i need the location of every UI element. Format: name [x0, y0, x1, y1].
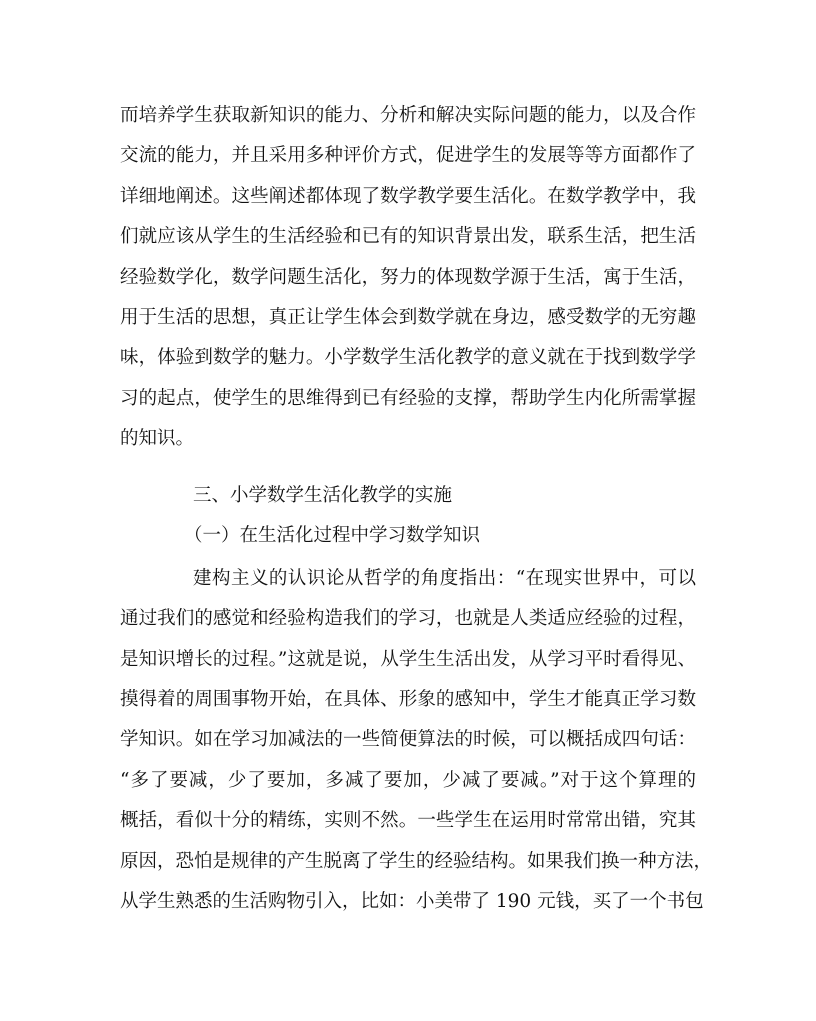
- paragraph-line: 味，体验到数学的魅力。小学数学生活化教学的意义就在于找到数学学: [120, 347, 696, 368]
- paragraph-line: 用于生活的思想，真正让学生体会到数学就在身边，感受数学的无穷趣: [120, 307, 696, 328]
- paragraph-line: 概括，看似十分的精练，实则不然。一些学生在运用时常常出错，究其: [120, 810, 696, 831]
- paragraph-line: 们就应该从学生的生活经验和已有的知识背景出发，联系生活，把生活: [120, 226, 696, 247]
- paragraph-line: 经验数学化，数学问题生活化，努力的体现数学源于生活，寓于生活，: [120, 267, 696, 288]
- paragraph-line: “多了要减，少了要加，多减了要加，少减了要减。”对于这个算理的: [120, 770, 696, 791]
- paragraph-line: 是知识增长的过程。”这就是说，从学生生活出发，从学习平时看得见、: [120, 649, 696, 670]
- subsection-heading: （一）在生活化过程中学习数学知识: [184, 525, 481, 546]
- paragraph-line: 学知识。如在学习加减法的一些简便算法的时候，可以概括成四句话：: [120, 729, 696, 750]
- paragraph-line: 详细地阐述。这些阐述都体现了数学教学要生活化。在数学教学中，我: [120, 186, 696, 207]
- paragraph-line: 通过我们的感觉和经验构造我们的学习，也就是人类适应经验的过程，: [120, 608, 696, 629]
- paragraph-line: 习的起点，使学生的思维得到已有经验的支撑，帮助学生内化所需掌握: [120, 388, 696, 409]
- paragraph-line: 交流的能力，并且采用多种评价方式，促进学生的发展等等方面都作了: [120, 145, 696, 166]
- paragraph-line: 摸得着的周围事物开始，在具体、形象的感知中，学生才能真正学习数: [120, 689, 696, 710]
- paragraph-line: 的知识。: [120, 428, 195, 449]
- paragraph-line: 原因，恐怕是规律的产生脱离了学生的经验结构。如果我们换一种方法，: [120, 851, 713, 872]
- section-heading: 三、小学数学生活化教学的实施: [193, 485, 453, 506]
- paragraph-line: 而培养学生获取新知识的能力、分析和解决实际问题的能力，以及合作: [120, 105, 696, 126]
- paragraph-line: 建构主义的认识论从哲学的角度指出：“在现实世界中，可以: [193, 568, 696, 589]
- paragraph-line: 从学生熟悉的生活购物引入，比如：小美带了 190 元钱，买了一个书包: [120, 891, 704, 912]
